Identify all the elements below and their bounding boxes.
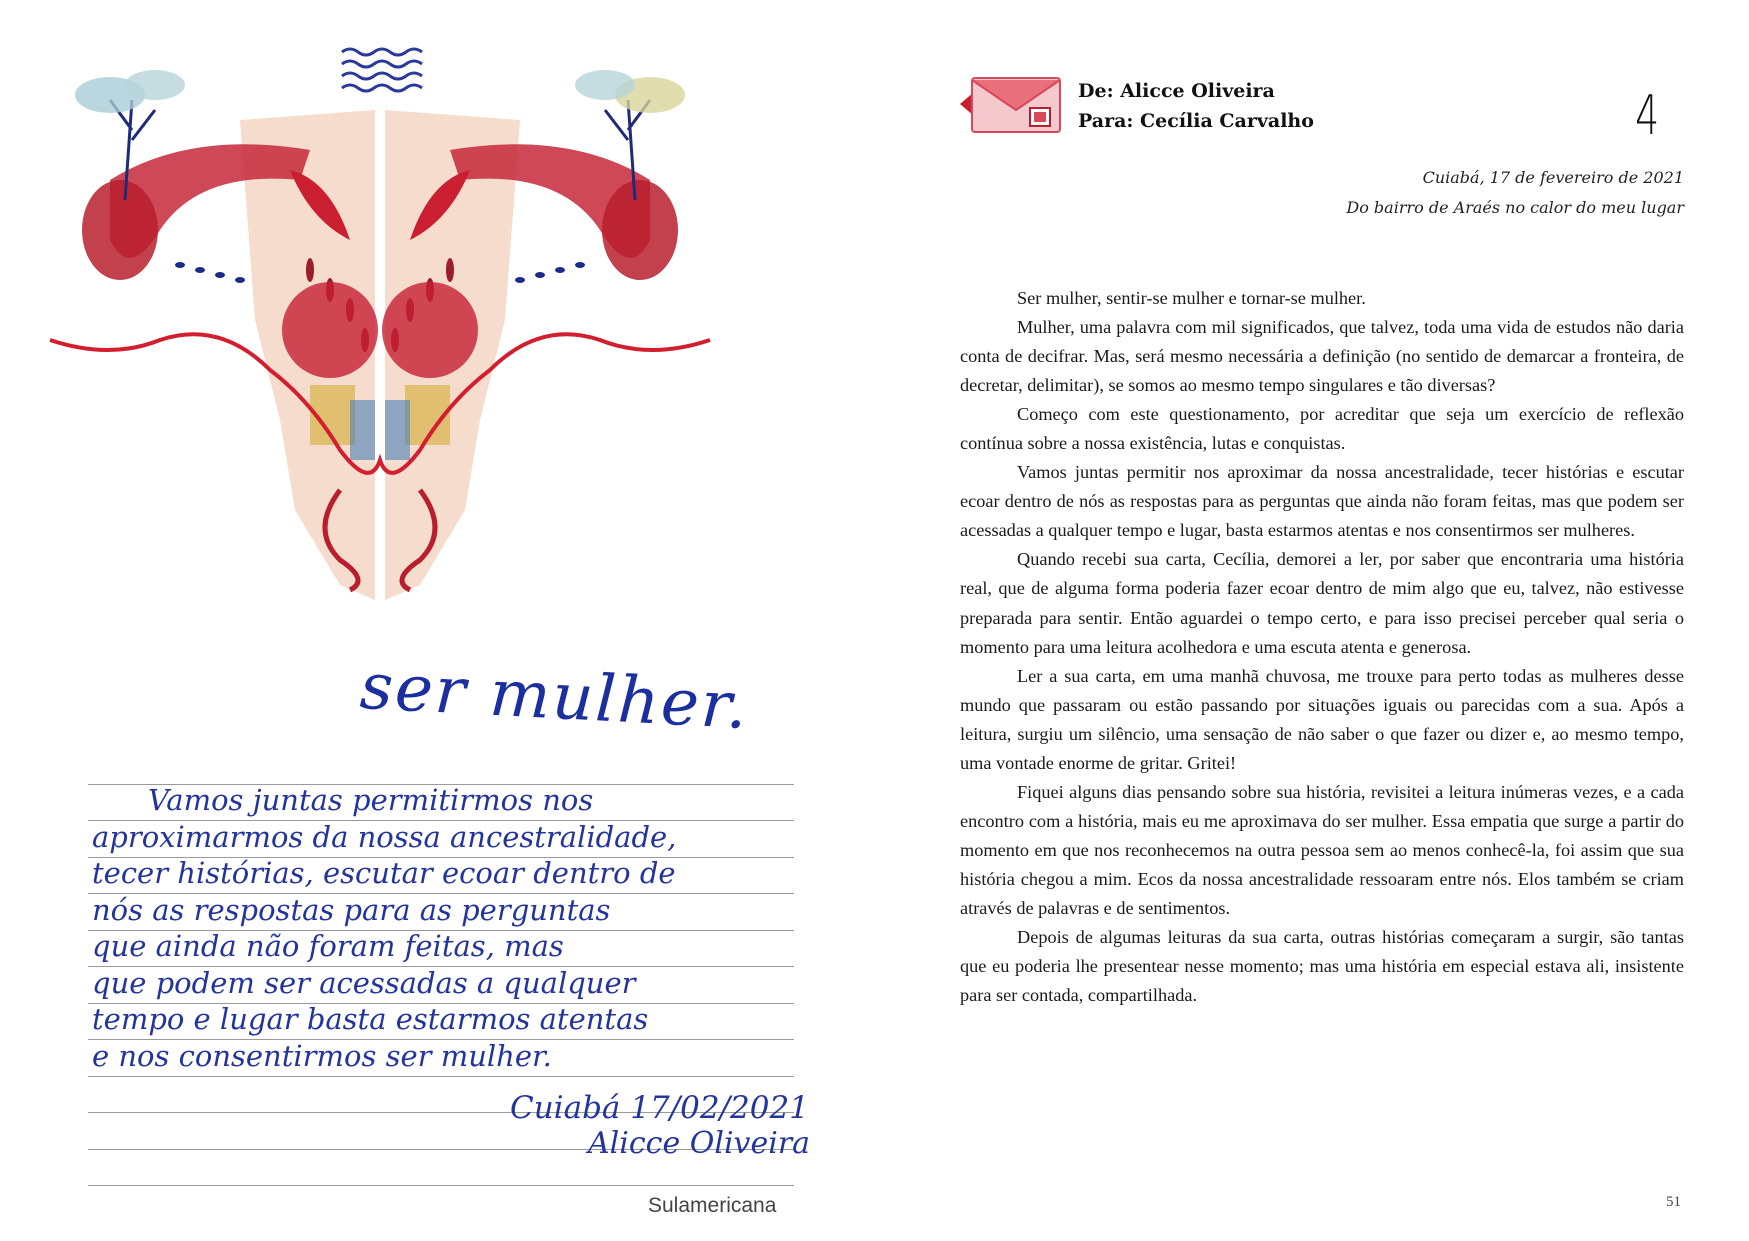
handwritten-line: tempo e lugar basta estarmos atentas	[92, 1002, 649, 1036]
right-red-blotch	[382, 282, 478, 378]
letter-from: De: Alicce Oliveira	[1078, 80, 1275, 102]
letter-number: 4	[1635, 84, 1660, 147]
right-ovary-shape	[602, 180, 678, 280]
handwritten-line: que ainda não foram feitas, mas	[92, 929, 564, 963]
notebook-brand: Sulamericana	[648, 1194, 777, 1217]
handwritten-line: e nos consentirmos ser mulher.	[92, 1038, 552, 1073]
left-red-blotch	[282, 282, 378, 378]
red-thread-line	[50, 334, 710, 473]
envelope-icon	[958, 72, 1066, 138]
paragraph: Fiquei alguns dias pensando sobre sua história, revisitei a leitura inúmeras vezes, e a cada encontro com a história, mais eu me aproximava do ser mulher. Essa empatia que surge a partir do momento em que nos reconhecemos na outra pessoa sem ao menos conhecê-la, foi assim que sua história chegou a mim. Ecos da nossa ancestralidade ressoaram entre nós. Elos também se criam através de palavras e de sentimentos.	[960, 781, 1684, 918]
left-blue-wash	[350, 400, 375, 460]
place-line: Do bairro de Araés no calor do meu lugar	[1346, 198, 1684, 217]
paragraph: Ler a sua carta, em uma manhã chuvosa, me trouxe para perto todas as mulheres desse mundo que passaram ou estão passando por situações iguais ou parecidas com a sua. Após a leitura, surgiu um silêncio, uma sensação de não saber o que fazer ou dizer e, ao mesmo tempo, uma vontade enorme de gritar. Gritei!	[960, 665, 1684, 773]
handwritten-letter	[92, 782, 812, 1074]
handwritten-line: nós as respostas para as perguntas	[92, 892, 611, 927]
letter-body	[960, 284, 1684, 1010]
letter-to: Para: Cecília Carvalho	[1078, 110, 1314, 132]
signature: Alicce Oliveira	[588, 1126, 811, 1161]
paragraph: Vamos juntas permitir nos aproximar da nossa ancestralidade, tecer histórias e escutar ecoar dentro de nós as respostas para as perguntas que ainda não foram feitas, mas que podem ser acessadas a qualquer tempo e lugar, basta estarmos atentas e nos consentirmos ser mulheres.	[960, 462, 1684, 541]
wave-stamp-icon	[342, 49, 422, 91]
paragraph: Depois de algumas leituras da sua carta, outras histórias começaram a surgir, são tantas que eu poderia lhe presentear nesse momento; mas uma história em especial estava ali, insistente para ser contada, compartilhada.	[960, 927, 1684, 1006]
paragraph: Mulher, uma palavra com mil significados, que talvez, toda uma vida de estudos não daria conta de decifrar. Mas, será mesmo necessária a definição (no sentido de demarcar a fronteira, de decretar, delimitar), se somos ao mesmo tempo singulares e tão diversas?	[960, 317, 1684, 396]
handwritten-line: tecer histórias, escutar ecoar dentro de	[92, 856, 676, 890]
handwritten-line: aproximarmos da nossa ancestralidade,	[92, 819, 677, 854]
left-ovary-shape	[82, 180, 158, 280]
paragraph: Ser mulher, sentir-se mulher e tornar-se mulher.	[1017, 288, 1366, 308]
date-line: Cuiabá, 17 de fevereiro de 2021	[1422, 168, 1684, 187]
blue-dot-marks	[175, 262, 585, 283]
paragraph: Começo com este questionamento, por acreditar que seja um exercício de reflexão contínua sobre a nossa existência, lutas e conquistas.	[960, 404, 1684, 454]
page-number: 51	[1666, 1194, 1681, 1210]
handwritten-line: Vamos juntas permitirmos nos	[148, 783, 594, 817]
left-page	[0, 0, 874, 1241]
paragraph: Quando recebi sua carta, Cecília, demorei a ler, por saber que encontraria uma história real, que de alguma forma poderia fazer ecoar dentro de mim algo que eu, talvez, não estivesse preparada para sentir. Então aguardei o tempo certo, e para isso precisei perceber qual seria o momento para uma leitura acolhedora e uma escuta atenta e generosa.	[960, 549, 1684, 657]
right-blue-wash	[385, 400, 410, 460]
handwritten-title: ser mulher.	[358, 649, 751, 745]
handwritten-place-date: Cuiabá 17/02/2021	[510, 1090, 809, 1126]
handwritten-line: que podem ser acessadas a qualquer	[92, 965, 636, 1000]
uterus-watercolor-illustration	[40, 40, 720, 680]
